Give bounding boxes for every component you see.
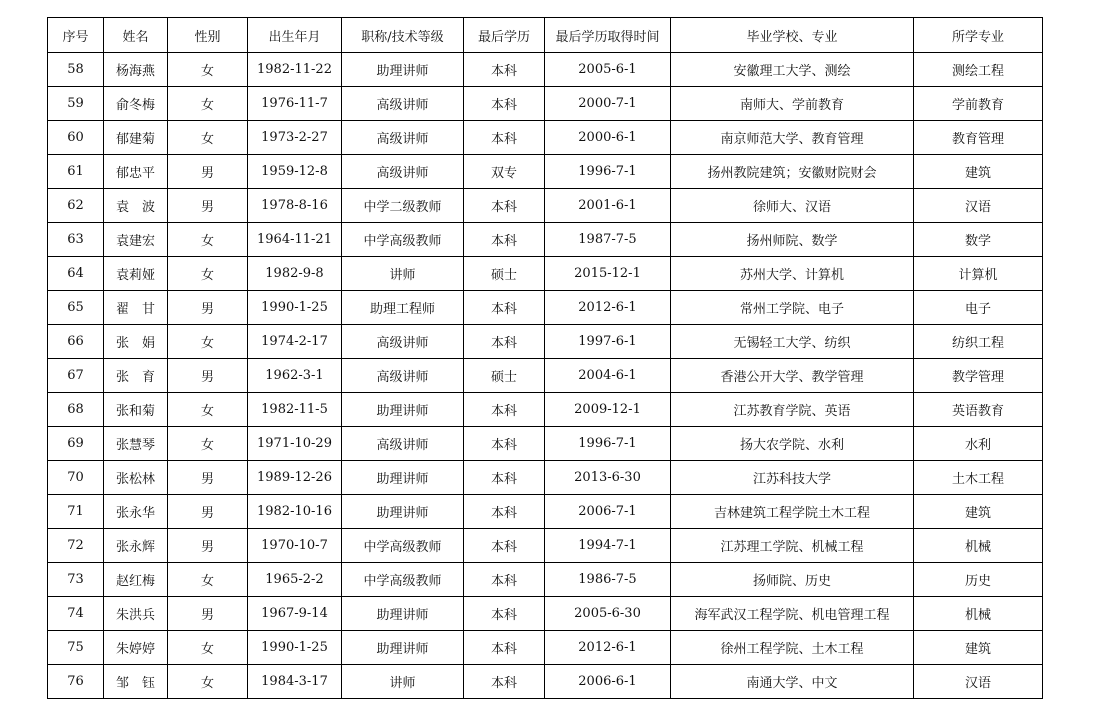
cell-col-degree: 本科 (464, 495, 545, 529)
cell-col-degree: 双专 (464, 155, 545, 189)
cell-col-degree: 本科 (464, 291, 545, 325)
cell-col-major: 历史 (914, 563, 1043, 597)
cell-col-degree-date: 2005-6-1 (545, 53, 671, 87)
header-col-title: 职称/技术等级 (342, 18, 464, 53)
cell-col-major: 建筑 (914, 155, 1043, 189)
cell-col-degree-date: 2012-6-1 (545, 631, 671, 665)
cell-col-gender: 女 (168, 563, 248, 597)
cell-col-gender: 女 (168, 121, 248, 155)
table-row (48, 121, 1043, 155)
cell-col-school: 徐师大、汉语 (671, 189, 914, 223)
cell-col-title: 高级讲师 (342, 359, 464, 393)
cell-col-index: 76 (48, 665, 104, 699)
cell-col-index: 74 (48, 597, 104, 631)
cell-col-degree: 本科 (464, 223, 545, 257)
cell-col-major: 教育管理 (914, 121, 1043, 155)
cell-col-school: 海军武汉工程学院、机电管理工程 (671, 597, 914, 631)
document-page (47, 17, 1043, 699)
table-body (48, 53, 1043, 699)
table-row (48, 495, 1043, 529)
cell-col-degree-date: 2001-6-1 (545, 189, 671, 223)
cell-col-degree: 本科 (464, 461, 545, 495)
cell-col-degree-date: 1994-7-1 (545, 529, 671, 563)
cell-col-birth: 1971-10-29 (248, 427, 342, 461)
cell-col-degree-date: 2009-12-1 (545, 393, 671, 427)
cell-col-gender: 男 (168, 155, 248, 189)
cell-col-title: 讲师 (342, 665, 464, 699)
cell-col-school: 吉林建筑工程学院土木工程 (671, 495, 914, 529)
cell-col-name: 邹 钰 (104, 665, 168, 699)
cell-col-gender: 男 (168, 189, 248, 223)
cell-col-title: 高级讲师 (342, 87, 464, 121)
cell-col-name: 张永辉 (104, 529, 168, 563)
cell-col-gender: 男 (168, 461, 248, 495)
cell-col-degree-date: 1987-7-5 (545, 223, 671, 257)
cell-col-gender: 女 (168, 665, 248, 699)
cell-col-major: 水利 (914, 427, 1043, 461)
cell-col-index: 63 (48, 223, 104, 257)
cell-col-degree: 本科 (464, 53, 545, 87)
cell-col-title: 讲师 (342, 257, 464, 291)
cell-col-name: 张松林 (104, 461, 168, 495)
cell-col-index: 70 (48, 461, 104, 495)
cell-col-birth: 1982-10-16 (248, 495, 342, 529)
cell-col-name: 袁莉娅 (104, 257, 168, 291)
cell-col-index: 72 (48, 529, 104, 563)
header-col-degree-date: 最后学历取得时间 (545, 18, 671, 53)
cell-col-birth: 1982-9-8 (248, 257, 342, 291)
cell-col-title: 助理讲师 (342, 393, 464, 427)
cell-col-major: 学前教育 (914, 87, 1043, 121)
table-row (48, 325, 1043, 359)
header-col-name: 姓名 (104, 18, 168, 53)
cell-col-index: 75 (48, 631, 104, 665)
cell-col-major: 机械 (914, 529, 1043, 563)
table-row (48, 665, 1043, 699)
cell-col-major: 英语教育 (914, 393, 1043, 427)
cell-col-major: 汉语 (914, 189, 1043, 223)
cell-col-major: 建筑 (914, 495, 1043, 529)
header-col-index: 序号 (48, 18, 104, 53)
cell-col-gender: 女 (168, 427, 248, 461)
cell-col-name: 杨海燕 (104, 53, 168, 87)
cell-col-school: 南京师范大学、教育管理 (671, 121, 914, 155)
cell-col-school: 扬州师院、数学 (671, 223, 914, 257)
header-col-major: 所学专业 (914, 18, 1043, 53)
cell-col-school: 苏州大学、计算机 (671, 257, 914, 291)
cell-col-degree: 本科 (464, 189, 545, 223)
cell-col-degree-date: 2004-6-1 (545, 359, 671, 393)
cell-col-degree-date: 2006-6-1 (545, 665, 671, 699)
cell-col-school: 江苏理工学院、机械工程 (671, 529, 914, 563)
cell-col-birth: 1964-11-21 (248, 223, 342, 257)
cell-col-index: 62 (48, 189, 104, 223)
cell-col-school: 扬州教院建筑；安徽财院财会 (671, 155, 914, 189)
cell-col-degree: 本科 (464, 427, 545, 461)
cell-col-birth: 1967-9-14 (248, 597, 342, 631)
cell-col-gender: 女 (168, 393, 248, 427)
table-row (48, 563, 1043, 597)
cell-col-name: 张 育 (104, 359, 168, 393)
cell-col-title: 助理讲师 (342, 461, 464, 495)
cell-col-school: 徐州工程学院、土木工程 (671, 631, 914, 665)
cell-col-birth: 1973-2-27 (248, 121, 342, 155)
cell-col-degree-date: 1986-7-5 (545, 563, 671, 597)
cell-col-school: 江苏科技大学 (671, 461, 914, 495)
cell-col-degree: 本科 (464, 325, 545, 359)
cell-col-gender: 女 (168, 87, 248, 121)
cell-col-major: 汉语 (914, 665, 1043, 699)
cell-col-major: 纺织工程 (914, 325, 1043, 359)
cell-col-gender: 女 (168, 325, 248, 359)
cell-col-name: 袁 波 (104, 189, 168, 223)
cell-col-title: 助理讲师 (342, 53, 464, 87)
cell-col-major: 机械 (914, 597, 1043, 631)
table-row (48, 189, 1043, 223)
cell-col-degree: 本科 (464, 631, 545, 665)
cell-col-title: 助理讲师 (342, 597, 464, 631)
cell-col-gender: 男 (168, 495, 248, 529)
cell-col-major: 数学 (914, 223, 1043, 257)
cell-col-name: 张永华 (104, 495, 168, 529)
cell-col-degree: 本科 (464, 393, 545, 427)
cell-col-major: 电子 (914, 291, 1043, 325)
cell-col-degree: 本科 (464, 529, 545, 563)
header-col-school: 毕业学校、专业 (671, 18, 914, 53)
cell-col-title: 中学高级教师 (342, 223, 464, 257)
table-row (48, 257, 1043, 291)
table-row (48, 53, 1043, 87)
cell-col-school: 香港公开大学、教学管理 (671, 359, 914, 393)
cell-col-degree-date: 2013-6-30 (545, 461, 671, 495)
header-col-degree: 最后学历 (464, 18, 545, 53)
cell-col-birth: 1989-12-26 (248, 461, 342, 495)
cell-col-name: 张 娟 (104, 325, 168, 359)
cell-col-major: 土木工程 (914, 461, 1043, 495)
cell-col-school: 安徽理工大学、测绘 (671, 53, 914, 87)
table-row (48, 359, 1043, 393)
cell-col-birth: 1984-3-17 (248, 665, 342, 699)
cell-col-degree: 本科 (464, 563, 545, 597)
cell-col-title: 高级讲师 (342, 427, 464, 461)
cell-col-gender: 女 (168, 257, 248, 291)
cell-col-school: 南通大学、中文 (671, 665, 914, 699)
cell-col-title: 高级讲师 (342, 121, 464, 155)
cell-col-title: 中学高级教师 (342, 563, 464, 597)
cell-col-name: 俞冬梅 (104, 87, 168, 121)
header-row (48, 18, 1043, 53)
cell-col-gender: 男 (168, 529, 248, 563)
cell-col-school: 南师大、学前教育 (671, 87, 914, 121)
cell-col-birth: 1982-11-22 (248, 53, 342, 87)
cell-col-name: 张和菊 (104, 393, 168, 427)
cell-col-school: 无锡轻工大学、纺织 (671, 325, 914, 359)
cell-col-gender: 男 (168, 597, 248, 631)
cell-col-name: 翟 甘 (104, 291, 168, 325)
cell-col-degree-date: 1996-7-1 (545, 155, 671, 189)
cell-col-gender: 女 (168, 53, 248, 87)
staff-table (47, 17, 1043, 699)
cell-col-title: 中学二级教师 (342, 189, 464, 223)
cell-col-major: 测绘工程 (914, 53, 1043, 87)
cell-col-index: 59 (48, 87, 104, 121)
cell-col-birth: 1962-3-1 (248, 359, 342, 393)
cell-col-degree: 本科 (464, 597, 545, 631)
cell-col-birth: 1978-8-16 (248, 189, 342, 223)
cell-col-index: 65 (48, 291, 104, 325)
cell-col-title: 助理讲师 (342, 631, 464, 665)
table-row (48, 597, 1043, 631)
cell-col-degree: 本科 (464, 87, 545, 121)
cell-col-title: 中学高级教师 (342, 529, 464, 563)
cell-col-birth: 1965-2-2 (248, 563, 342, 597)
cell-col-index: 67 (48, 359, 104, 393)
cell-col-degree-date: 2015-12-1 (545, 257, 671, 291)
table-row (48, 291, 1043, 325)
cell-col-degree-date: 2006-7-1 (545, 495, 671, 529)
cell-col-title: 助理工程师 (342, 291, 464, 325)
cell-col-title: 助理讲师 (342, 495, 464, 529)
cell-col-name: 郁忠平 (104, 155, 168, 189)
table-row (48, 529, 1043, 563)
cell-col-birth: 1982-11-5 (248, 393, 342, 427)
cell-col-school: 常州工学院、电子 (671, 291, 914, 325)
cell-col-name: 袁建宏 (104, 223, 168, 257)
cell-col-name: 张慧琴 (104, 427, 168, 461)
cell-col-degree: 硕士 (464, 359, 545, 393)
cell-col-title: 高级讲师 (342, 325, 464, 359)
table-row (48, 87, 1043, 121)
table-row (48, 393, 1043, 427)
table-row (48, 223, 1043, 257)
table-row (48, 631, 1043, 665)
cell-col-birth: 1990-1-25 (248, 631, 342, 665)
table-row (48, 461, 1043, 495)
cell-col-school: 江苏教育学院、英语 (671, 393, 914, 427)
cell-col-degree-date: 2000-7-1 (545, 87, 671, 121)
cell-col-index: 66 (48, 325, 104, 359)
header-col-gender: 性别 (168, 18, 248, 53)
cell-col-name: 朱洪兵 (104, 597, 168, 631)
cell-col-birth: 1970-10-7 (248, 529, 342, 563)
cell-col-gender: 女 (168, 223, 248, 257)
cell-col-gender: 男 (168, 359, 248, 393)
cell-col-birth: 1990-1-25 (248, 291, 342, 325)
cell-col-gender: 男 (168, 291, 248, 325)
cell-col-degree-date: 2005-6-30 (545, 597, 671, 631)
cell-col-major: 教学管理 (914, 359, 1043, 393)
cell-col-degree-date: 1996-7-1 (545, 427, 671, 461)
cell-col-index: 58 (48, 53, 104, 87)
cell-col-title: 高级讲师 (342, 155, 464, 189)
cell-col-school: 扬师院、历史 (671, 563, 914, 597)
cell-col-major: 计算机 (914, 257, 1043, 291)
cell-col-name: 赵红梅 (104, 563, 168, 597)
table-row (48, 155, 1043, 189)
table-row (48, 427, 1043, 461)
cell-col-index: 69 (48, 427, 104, 461)
cell-col-degree-date: 2000-6-1 (545, 121, 671, 155)
cell-col-degree: 硕士 (464, 257, 545, 291)
cell-col-degree: 本科 (464, 121, 545, 155)
cell-col-index: 64 (48, 257, 104, 291)
cell-col-birth: 1959-12-8 (248, 155, 342, 189)
header-col-birth: 出生年月 (248, 18, 342, 53)
cell-col-index: 73 (48, 563, 104, 597)
cell-col-birth: 1974-2-17 (248, 325, 342, 359)
cell-col-degree-date: 2012-6-1 (545, 291, 671, 325)
cell-col-index: 71 (48, 495, 104, 529)
cell-col-major: 建筑 (914, 631, 1043, 665)
cell-col-birth: 1976-11-7 (248, 87, 342, 121)
cell-col-index: 60 (48, 121, 104, 155)
cell-col-name: 郁建菊 (104, 121, 168, 155)
cell-col-index: 61 (48, 155, 104, 189)
cell-col-degree: 本科 (464, 665, 545, 699)
cell-col-gender: 女 (168, 631, 248, 665)
cell-col-degree-date: 1997-6-1 (545, 325, 671, 359)
cell-col-index: 68 (48, 393, 104, 427)
cell-col-name: 朱婷婷 (104, 631, 168, 665)
cell-col-school: 扬大农学院、水利 (671, 427, 914, 461)
